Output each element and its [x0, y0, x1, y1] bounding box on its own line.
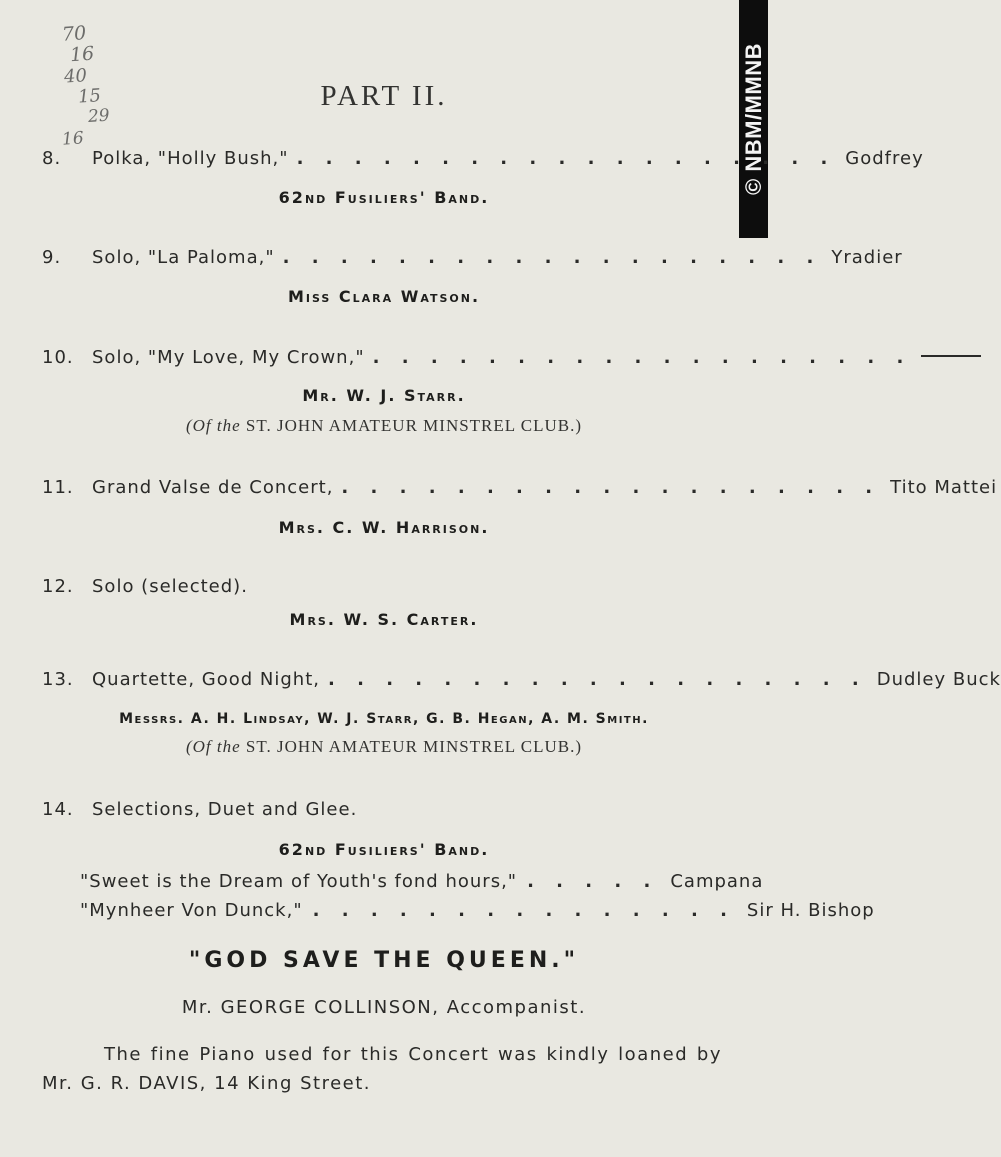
dot-leader: . . . . . . . . . . . . . . . . . . . — [372, 347, 912, 368]
item-performer: 62nd Fusiliers' Band. — [278, 840, 490, 859]
selection-line — [80, 871, 764, 897]
handwritten-note: 16 — [69, 42, 95, 67]
item-performer: Mr. W. J. Starr. — [302, 386, 466, 405]
club-note — [0, 416, 768, 436]
item-title: Solo, "La Paloma," — [92, 247, 275, 268]
anthem-heading: "GOD SAVE THE QUEEN." — [188, 948, 580, 973]
selection-composer: Sir H. Bishop — [746, 900, 875, 921]
watermark-text: © NBM/MMNB — [740, 43, 766, 195]
page-title: PART II. — [320, 80, 448, 112]
dot-leader: . . . . . . . . . . . . . . . — [312, 900, 735, 921]
piano-note: The fine Piano used for this Concert was kindly loaned by Mr. G. R. DAVIS, 14 King Street. — [42, 1044, 722, 1094]
item-title: Solo, "My Love, My Crown," — [92, 347, 365, 368]
item-composer: Tito Mattei — [890, 477, 998, 498]
item-title: Solo (selected). — [92, 576, 248, 597]
composer-dash — [921, 354, 981, 357]
program-item-13 — [42, 669, 1001, 695]
item-title: Quartette, Good Night, — [92, 669, 320, 690]
item-composer: Godfrey — [845, 148, 924, 169]
handwritten-note: 70 — [61, 22, 87, 46]
item-number: 14. — [42, 799, 74, 820]
selection-composer: Campana — [670, 871, 764, 892]
club-note — [0, 737, 768, 757]
item-number: 10. — [42, 347, 74, 368]
dot-leader: . . . . . . . . . . . . . . . . . . . — [296, 148, 836, 169]
item-performer: Mrs. C. W. Harrison. — [278, 518, 490, 537]
handwritten-note: 29 — [87, 105, 111, 127]
handwritten-note: 16 — [61, 128, 85, 150]
item-composer: Yradier — [831, 247, 903, 268]
note-prefix: (Of the — [185, 737, 241, 756]
item-performer: Messrs. A. H. Lindsay, W. J. Starr, G. B. Hegan, A. M. Smith. — [119, 711, 649, 727]
item-number: 11. — [42, 477, 74, 498]
note-text: ST. JOHN AMATEUR MINSTREL CLUB.) — [240, 416, 583, 435]
item-performer: Miss Clara Watson. — [287, 287, 481, 306]
program-item-10 — [42, 347, 912, 373]
item-number: 8. — [42, 148, 62, 169]
item-number: 9. — [42, 247, 62, 268]
item-composer: Dudley Buck — [876, 669, 1001, 690]
handwritten-note: 40 — [63, 65, 88, 88]
item-title: Selections, Duet and Glee. — [92, 799, 358, 820]
selection-line — [80, 900, 875, 926]
note-prefix: (Of the — [185, 416, 241, 435]
item-number: 13. — [42, 669, 74, 690]
item-title: Grand Valse de Concert, — [92, 477, 334, 498]
accompanist-line: Mr. GEORGE COLLINSON, Accompanist. — [181, 997, 587, 1018]
dot-leader: . . . . . . . . . . . . . . . . . . . — [341, 477, 881, 498]
program-item-12 — [42, 576, 722, 602]
dot-leader: . . . . . . . . . . . . . . . . . . . — [327, 669, 867, 690]
selection-title: "Sweet is the Dream of Youth's fond hours," — [80, 871, 518, 892]
program-item-8 — [42, 148, 924, 174]
dot-leader: . . . . . . . . . . . . . . . . . . . — [282, 247, 822, 268]
item-number: 12. — [42, 576, 74, 597]
item-performer: Mrs. W. S. Carter. — [289, 610, 479, 629]
program-item-11 — [42, 477, 998, 503]
selection-title: "Mynheer Von Dunck," — [80, 900, 303, 921]
program-item-9 — [42, 247, 903, 273]
program-item-14 — [42, 799, 722, 825]
dot-leader: . . . . . — [527, 871, 659, 892]
item-title: Polka, "Holly Bush," — [92, 148, 289, 169]
handwritten-note: 15 — [77, 85, 102, 108]
note-text: ST. JOHN AMATEUR MINSTREL CLUB.) — [240, 737, 583, 756]
item-performer: 62nd Fusiliers' Band. — [278, 188, 490, 207]
